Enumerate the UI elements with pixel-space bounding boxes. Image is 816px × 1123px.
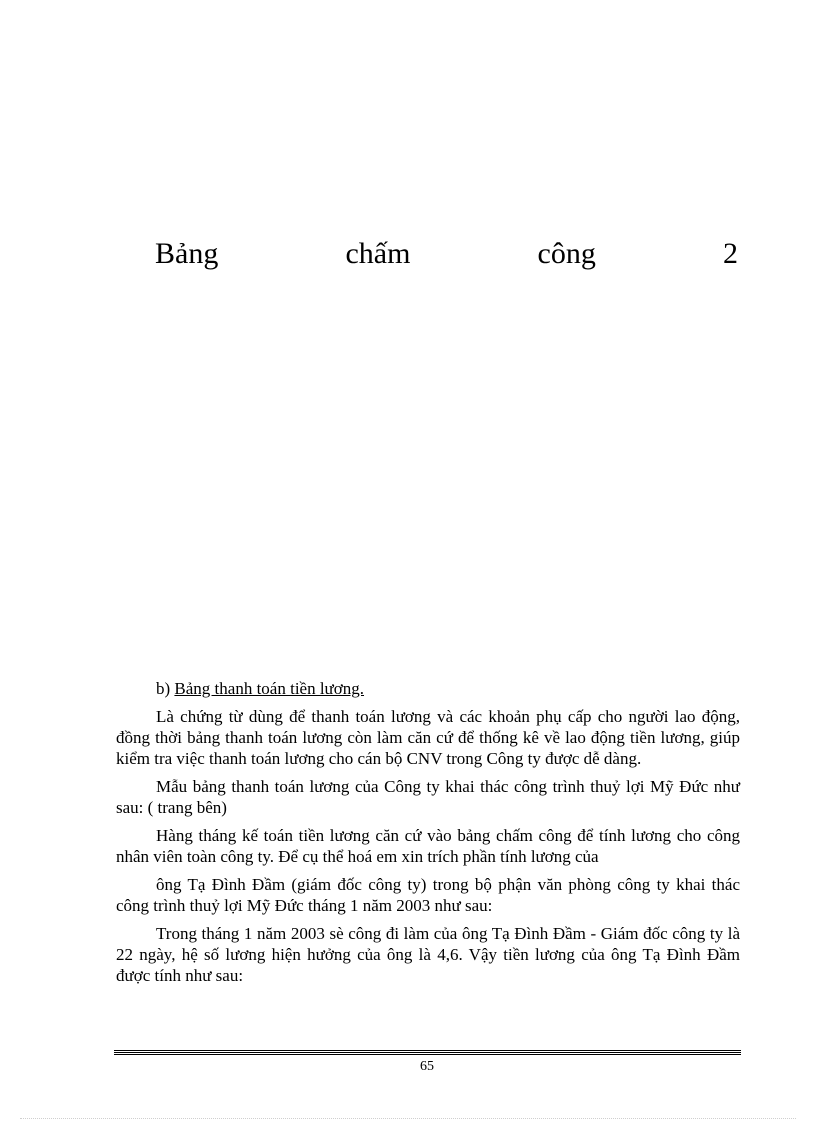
footer-rule-top bbox=[114, 1050, 741, 1051]
paragraph-2: Mẫu bảng thanh toán lương của Công ty khai thác công trình thuỷ lợi Mỹ Đức như sau: ( trang bên) bbox=[116, 777, 740, 817]
section-heading bbox=[116, 678, 740, 699]
page-edge-divider bbox=[20, 1118, 796, 1119]
title-word-4: 2 bbox=[723, 237, 738, 270]
footer-rule-middle bbox=[114, 1052, 741, 1053]
paragraph-4: ông Tạ Đình Đầm (giám đốc công ty) trong bộ phận văn phòng công ty khai thác công trình thuỷ lợi Mỹ Đức tháng 1 năm 2003 như sau: bbox=[116, 875, 740, 915]
footer-rule-bottom bbox=[114, 1054, 741, 1055]
page-number: 65 bbox=[420, 1059, 434, 1074]
title-word-2: chấm bbox=[345, 237, 411, 270]
title-word-1: Bảng bbox=[155, 237, 219, 270]
section-heading-text: Bảng thanh toán tiền lương. bbox=[174, 679, 365, 698]
document-body bbox=[116, 678, 740, 993]
paragraph-5: Trong tháng 1 năm 2003 sè công đi làm của ông Tạ Đình Đầm - Giám đốc công ty là 22 ngày, hệ số lương hiện hưởng của ông là 4,6. Vậy tiền lương của ông Tạ Đình Đầm được tính như sau: bbox=[116, 924, 740, 985]
page-title bbox=[155, 232, 738, 276]
section-heading-prefix: b) bbox=[156, 679, 171, 698]
paragraph-1: Là chứng từ dùng để thanh toán lương và các khoản phụ cấp cho người lao động, đồng thời bảng thanh toán lương còn làm căn cứ để thống kê về lao động tiền lương, giúp kiểm tra việc thanh toán lương cho cán bộ CNV trong Công ty được dễ dàng. bbox=[116, 707, 740, 768]
paragraph-3: Hàng tháng kế toán tiền lương căn cứ vào bảng chấm công để tính lương cho công nhân viên toàn công ty. Để cụ thể hoá em xin trích phần tính lương của bbox=[116, 826, 740, 866]
title-word-3: công bbox=[537, 237, 596, 270]
